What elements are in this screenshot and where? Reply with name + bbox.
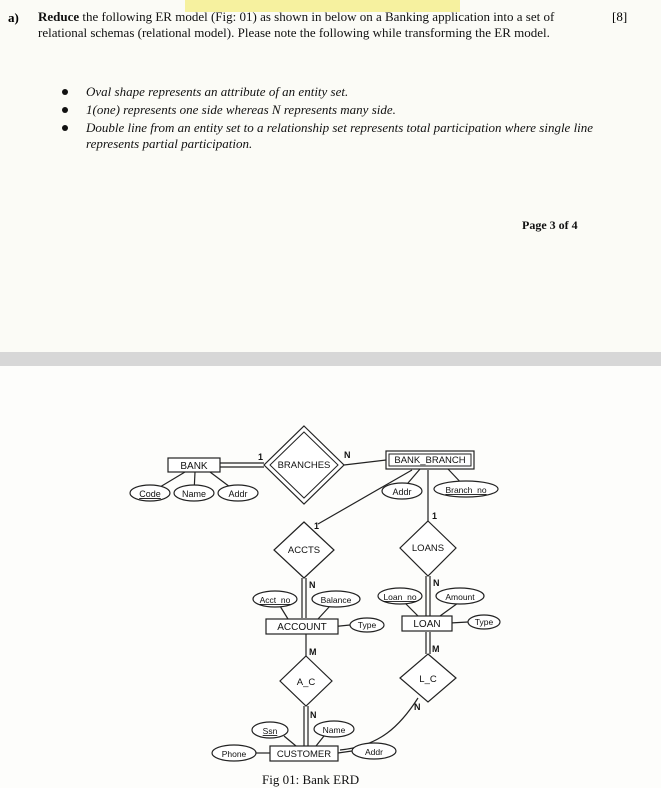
attribute-bank-addr bbox=[218, 485, 258, 501]
cardinality-label: 1 bbox=[258, 452, 264, 462]
relationship-loans-label: LOANS bbox=[411, 543, 445, 554]
question-text bbox=[38, 9, 598, 41]
bullet-icon bbox=[62, 125, 68, 131]
cardinality-label: 1 bbox=[314, 521, 320, 531]
entity-customer bbox=[270, 746, 338, 761]
attribute-acct-no bbox=[253, 591, 297, 607]
relationship-a-c-label: A_C bbox=[296, 677, 316, 688]
note-text: 1(one) represents one side whereas N represents many side. bbox=[86, 102, 396, 117]
attribute-amount-label: Amount bbox=[445, 592, 475, 602]
attribute-loan-no-label: Loan_no bbox=[383, 592, 417, 602]
relationship-l-c bbox=[400, 654, 456, 702]
entity-bank bbox=[168, 458, 220, 472]
attribute-branch-addr bbox=[382, 483, 422, 499]
attribute-phone-label: Phone bbox=[221, 749, 247, 759]
attribute-branch-addr-label: Addr bbox=[392, 487, 412, 497]
note-item bbox=[60, 102, 620, 118]
er-diagram bbox=[0, 366, 661, 788]
question-marks: [8] bbox=[612, 9, 628, 24]
entity-bank-branch-label: BANK_BRANCH bbox=[394, 455, 466, 466]
cardinality-label: M bbox=[309, 647, 317, 657]
entity-loan-label: LOAN bbox=[413, 619, 441, 630]
relationship-accts bbox=[274, 522, 334, 578]
relationship-a-c bbox=[280, 656, 332, 706]
entity-bank-branch bbox=[386, 451, 474, 469]
attribute-loan-type-label: Type bbox=[474, 617, 494, 627]
question-body: the following ER model (Fig: 01) as shown in below on a Banking application into a set of relational schemas (relational model). Please note the following while transforming the ER model. bbox=[38, 9, 555, 40]
cardinality-label: 1 bbox=[432, 511, 438, 521]
attribute-phone bbox=[212, 745, 256, 761]
attribute-cust-name-label: Name bbox=[322, 725, 346, 735]
attribute-branch-no-label: Branch_no bbox=[445, 485, 487, 495]
cardinality-label: N bbox=[309, 580, 316, 590]
note-item bbox=[60, 120, 620, 152]
question-lead: Reduce bbox=[38, 9, 80, 24]
entity-bank-label: BANK bbox=[180, 461, 208, 472]
note-item bbox=[60, 84, 620, 100]
attribute-account-type-label: Type bbox=[357, 620, 377, 630]
attribute-loan-type bbox=[468, 615, 500, 629]
attribute-code-label: Code bbox=[139, 489, 161, 499]
relationship-l-c-label: L_C bbox=[419, 674, 437, 685]
attribute-bank-name-label: Name bbox=[181, 489, 207, 499]
attribute-balance bbox=[312, 591, 360, 607]
cardinality-label: N bbox=[310, 710, 317, 720]
attribute-bank-addr-label: Addr bbox=[228, 489, 248, 499]
attribute-cust-addr bbox=[352, 743, 396, 759]
attribute-branch-no bbox=[434, 481, 498, 497]
cardinality-label: N bbox=[344, 450, 351, 460]
attribute-account-type bbox=[350, 618, 384, 632]
relationship-loans bbox=[400, 521, 456, 576]
figure-caption: Fig 01: Bank ERD bbox=[262, 772, 360, 787]
bullet-icon bbox=[62, 89, 68, 95]
cardinality-label: N bbox=[414, 702, 421, 712]
attribute-balance-label: Balance bbox=[320, 595, 352, 605]
entity-account-label: ACCOUNT bbox=[277, 622, 327, 633]
attribute-amount bbox=[436, 588, 484, 604]
attribute-ssn bbox=[252, 722, 288, 738]
question-label: a) bbox=[8, 10, 19, 25]
attribute-bank-name bbox=[174, 485, 214, 501]
cardinality-label: N bbox=[433, 578, 440, 588]
attribute-cust-addr-label: Addr bbox=[365, 747, 383, 757]
note-text: Oval shape represents an attribute of an entity set. bbox=[86, 84, 349, 99]
relationship-branches bbox=[264, 426, 344, 504]
entity-account bbox=[266, 619, 338, 634]
attribute-loan-no bbox=[378, 588, 422, 604]
attribute-cust-name bbox=[314, 721, 354, 737]
relationship-accts-label: ACCTS bbox=[287, 545, 321, 556]
entity-loan bbox=[402, 616, 452, 631]
cardinality-label: M bbox=[432, 644, 440, 654]
notes-list bbox=[60, 84, 620, 154]
entity-customer-label: CUSTOMER bbox=[276, 749, 332, 760]
page-number: Page 3 of 4 bbox=[522, 218, 578, 232]
bullet-icon bbox=[62, 107, 68, 113]
exam-page-top bbox=[0, 0, 661, 352]
attribute-acct-no-label: Acct_no bbox=[259, 595, 291, 605]
attribute-ssn-label: Ssn bbox=[262, 726, 278, 736]
attribute-code bbox=[130, 485, 170, 501]
relationship-branches-label: BRANCHES bbox=[277, 460, 331, 471]
note-text: Double line from an entity set to a relationship set represents total participation where single line represents partial participation. bbox=[86, 120, 594, 151]
